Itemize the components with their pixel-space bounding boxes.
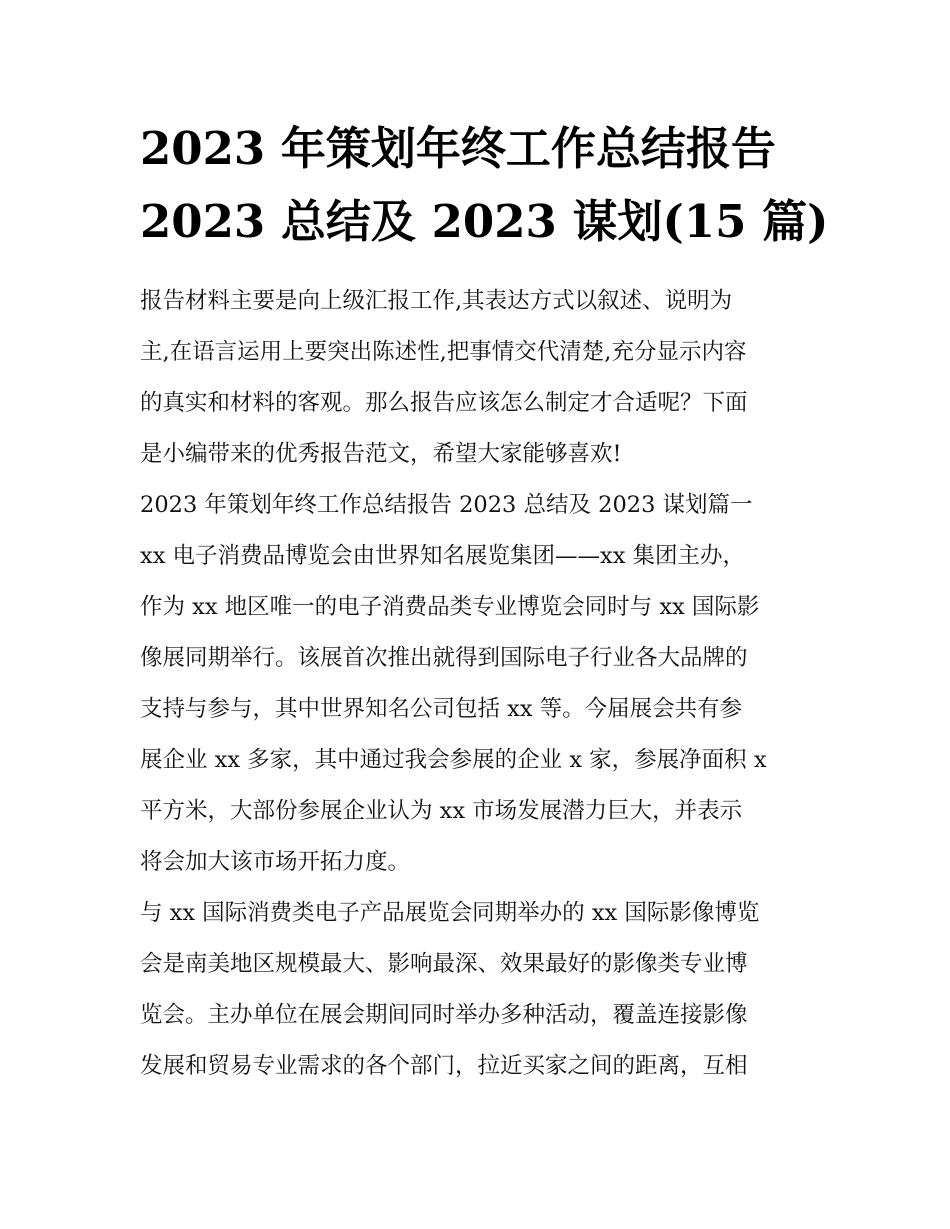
text-line: 报告材料主要是向上级汇报工作,其表达方式以叙述、说明为 bbox=[140, 288, 733, 314]
document-content bbox=[140, 112, 829, 1092]
text-line: 展企业 xx 多家，其中通过我会参展的企业 x 家，参展净面积 x bbox=[140, 747, 767, 773]
text-line: xx 电子消费品博览会由世界知名展览集团——xx 集团主办， bbox=[140, 543, 746, 569]
text-line: 像展同期举行。该展首次推出就得到国际电子行业各大品牌的 bbox=[140, 645, 748, 671]
text-line: 是小编带来的优秀报告范文，希望大家能够喜欢! bbox=[140, 441, 622, 467]
text-line: 作为 xx 地区唯一的电子消费品类专业博览会同时与 xx 国际影 bbox=[140, 594, 760, 620]
text-line: 的真实和材料的客观。那么报告应该怎么制定才合适呢？下面 bbox=[140, 390, 748, 416]
text-line: 会是南美地区规模最大、影响最深、效果最好的影像类专业博 bbox=[140, 951, 748, 977]
text-line: 平方米，大部份参展企业认为 xx 市场发展潜力巨大，并表示 bbox=[140, 798, 743, 824]
document-title bbox=[140, 112, 829, 258]
text-line: 将会加大该市场开拓力度。 bbox=[140, 849, 411, 875]
body-paragraph bbox=[140, 888, 812, 1092]
text-line: 2023 年策划年终工作总结报告 2023 总结及 2023 谋划篇一 bbox=[140, 492, 753, 518]
section-heading bbox=[140, 480, 812, 531]
document-body bbox=[140, 276, 812, 1092]
body-paragraph bbox=[140, 531, 812, 888]
text-line: 主,在语言运用上要突出陈述性,把事情交代清楚,充分显示内容 bbox=[140, 339, 747, 365]
intro-paragraph bbox=[140, 276, 812, 480]
text-line: 支持与参与，其中世界知名公司包括 xx 等。今届展会共有参 bbox=[140, 696, 743, 722]
title-line: 2023 年策划年终工作总结报告 bbox=[140, 122, 776, 175]
text-line: 览会。主办单位在展会期间同时举办多种活动，覆盖连接影像 bbox=[140, 1002, 748, 1028]
text-line: 发展和贸易专业需求的各个部门，拉近买家之间的距离，互相 bbox=[140, 1053, 748, 1079]
text-line: 与 xx 国际消费类电子产品展览会同期举办的 xx 国际影像博览 bbox=[140, 900, 760, 926]
title-line: 2023 总结及 2023 谋划(15 篇) bbox=[140, 195, 829, 248]
